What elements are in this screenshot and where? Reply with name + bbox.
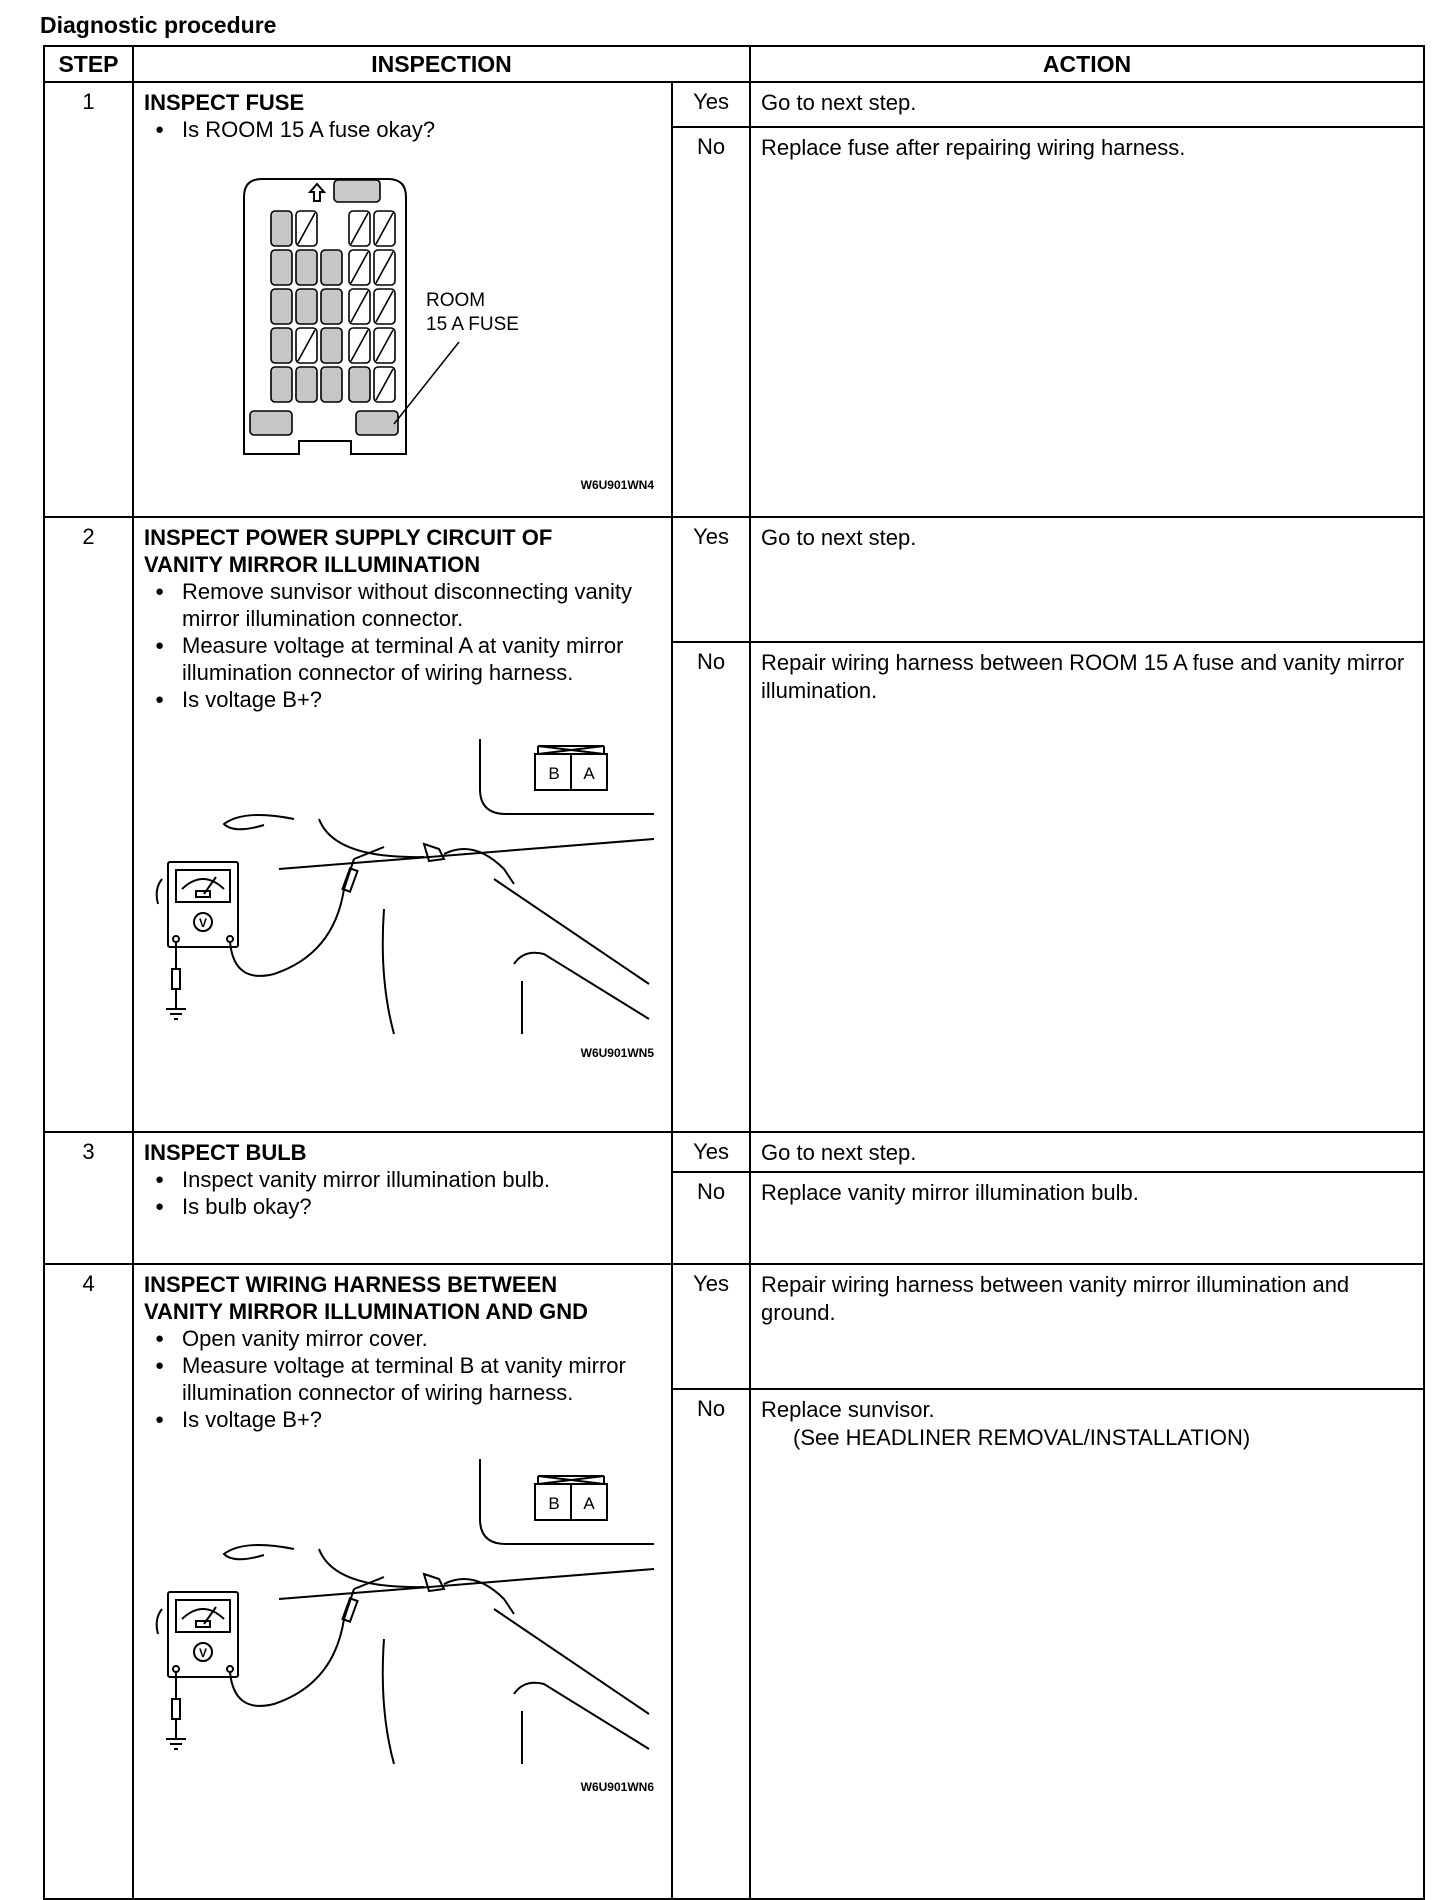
- step-4-no-action-line1: Replace sunvisor.: [761, 1397, 935, 1422]
- step-4-bullet-3: ● Is voltage B+?: [182, 1406, 661, 1433]
- step-4-bullet-1: ● Open vanity mirror cover.: [182, 1325, 661, 1352]
- header-action: ACTION: [750, 46, 1424, 82]
- voltmeter-icon: [168, 1592, 238, 1677]
- step-2-bullet-3: ● Is voltage B+?: [182, 686, 661, 713]
- step-1-bullet-1: ● Is ROOM 15 A fuse okay?: [182, 116, 661, 143]
- up-arrow-icon: [310, 184, 324, 201]
- fuse-block-figure: [144, 149, 663, 499]
- step-4-yes-row: [44, 1264, 1424, 1389]
- step-4-bullets: [144, 1325, 661, 1433]
- step-2-inspection: [133, 517, 672, 1132]
- step-1-bullets: [144, 116, 661, 143]
- step-3-yes-row: [44, 1132, 1424, 1172]
- step-2-title-line1: INSPECT POWER SUPPLY CIRCUIT OF: [144, 525, 553, 550]
- step-1-yes-action: Go to next step.: [750, 82, 1424, 127]
- step-3-number: 3: [44, 1132, 133, 1264]
- step-2-yes-label: Yes: [672, 517, 750, 642]
- step-2-number: 2: [44, 517, 133, 1132]
- fuse-label-line2: 15 A FUSE: [426, 314, 519, 335]
- step-2-bullet-2: ● Measure voltage at terminal A at vanity mirror illumination connector of wiring harness.: [182, 632, 661, 686]
- step-3-no-action: Replace vanity mirror illumination bulb.: [750, 1172, 1424, 1264]
- step-2-no-label: No: [672, 642, 750, 1132]
- step-3-bullet-2: ● Is bulb okay?: [182, 1193, 661, 1220]
- step-4-no-action-line2: (See HEADLINER REMOVAL/INSTALLATION): [793, 1425, 1251, 1450]
- room-fuse-location: [356, 411, 398, 435]
- terminal-a-label: A: [583, 764, 595, 783]
- step-2-no-action: Repair wiring harness between ROOM 15 A fuse and vanity mirror illumination.: [750, 642, 1424, 1132]
- fuse-grid: [250, 180, 398, 435]
- header-step: STEP: [44, 46, 133, 82]
- voltmeter-figure-step-4: [144, 1439, 663, 1799]
- step-3-inspection: [133, 1132, 672, 1264]
- step-4-title-line1: INSPECT WIRING HARNESS BETWEEN: [144, 1272, 558, 1297]
- step-4-yes-label: Yes: [672, 1264, 750, 1389]
- step-3-title: INSPECT BULB: [144, 1140, 307, 1165]
- voltmeter-figure-step-2: [144, 719, 663, 1064]
- diagnostic-table: [43, 45, 1425, 1900]
- step-1-title: INSPECT FUSE: [144, 90, 305, 115]
- voltmeter-icon: [168, 862, 238, 947]
- header-row: [44, 46, 1424, 82]
- step-4-bullet-2: ● Measure voltage at terminal B at vanity mirror illumination connector of wiring harness.: [182, 1352, 661, 1406]
- step-2-title-line2: VANITY MIRROR ILLUMINATION: [144, 552, 481, 577]
- step-2-bullet-1: ● Remove sunvisor without disconnecting vanity mirror illumination connector.: [182, 578, 661, 632]
- page-title: Diagnostic procedure: [40, 12, 277, 38]
- step-3-yes-action: Go to next step.: [750, 1132, 1424, 1172]
- terminal-b-label: B: [548, 764, 560, 783]
- step-4-inspection: [133, 1264, 672, 1899]
- header-inspection: INSPECTION: [133, 46, 750, 82]
- step-3-no-label: No: [672, 1172, 750, 1264]
- terminal-a-label: A: [583, 1494, 595, 1513]
- step-1-no-action: Replace fuse after repairing wiring harness.: [750, 127, 1424, 517]
- step-2-yes-action: Go to next step.: [750, 517, 1424, 642]
- step-3-yes-label: Yes: [672, 1132, 750, 1172]
- terminal-b-label: B: [548, 1494, 560, 1513]
- step-1-inspection: [133, 82, 672, 517]
- step-2-bullets: [144, 578, 661, 713]
- step-1-no-label: No: [672, 127, 750, 517]
- step-4-no-label: No: [672, 1389, 750, 1899]
- meter-v-label: V: [198, 916, 208, 930]
- step-3-bullets: [144, 1166, 661, 1220]
- figure-code: W6U901WN4: [580, 478, 654, 492]
- step-2-yes-row: [44, 517, 1424, 642]
- step-1-number: 1: [44, 82, 133, 517]
- step-4-number: 4: [44, 1264, 133, 1899]
- step-1-yes-row: [44, 82, 1424, 127]
- step-4-no-action: [750, 1389, 1424, 1899]
- step-4-yes-action: Repair wiring harness between vanity mirror illumination and ground.: [750, 1264, 1424, 1389]
- step-1-yes-label: Yes: [672, 82, 750, 127]
- figure-code: W6U901WN5: [580, 1046, 654, 1060]
- step-4-title-line2: VANITY MIRROR ILLUMINATION AND GND: [144, 1299, 589, 1324]
- step-3-bullet-1: ● Inspect vanity mirror illumination bulb.: [182, 1166, 661, 1193]
- meter-v-label: V: [198, 1646, 208, 1660]
- fuse-label-line1: ROOM: [426, 290, 486, 311]
- mirror-frame: [480, 1459, 654, 1544]
- figure-code: W6U901WN6: [580, 1780, 654, 1794]
- leader-line: [394, 342, 459, 424]
